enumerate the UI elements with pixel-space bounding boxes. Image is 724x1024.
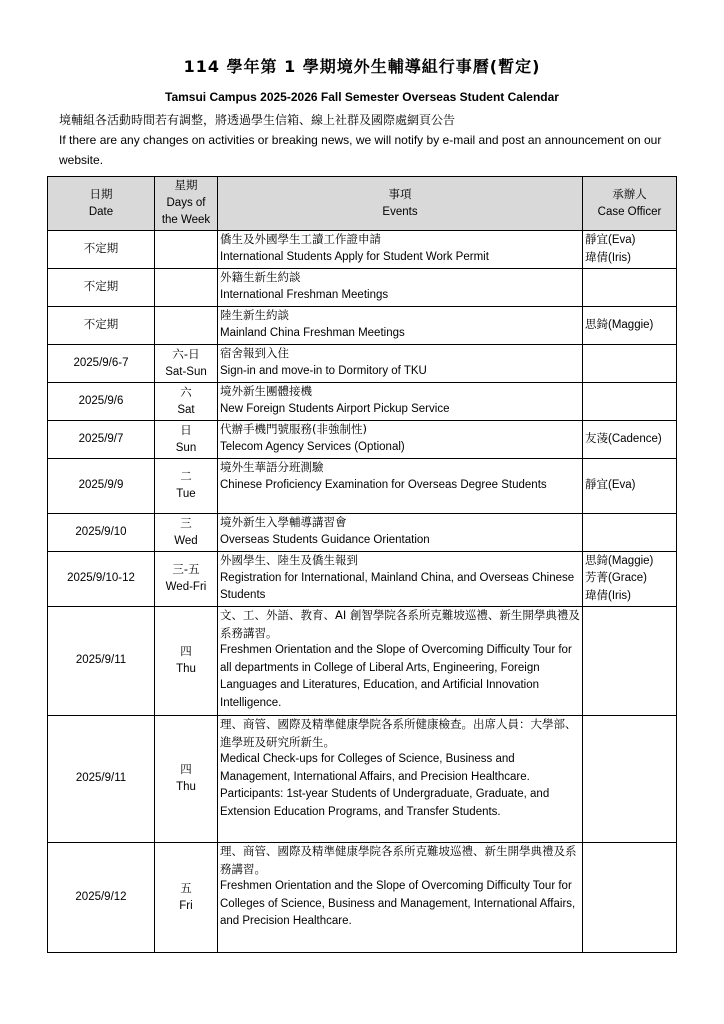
table-row — [48, 716, 677, 843]
row-event — [218, 269, 583, 307]
row-event-en: Telecom Agency Services (Optional) — [220, 440, 405, 453]
row-event — [218, 459, 583, 514]
row-event-cn: 文、工、外語、教育、AI 創智學院各系所克難坡巡禮、新生開學典禮及系務講習。 — [220, 608, 580, 640]
header-date-cn: 日期 — [89, 186, 113, 201]
officer-name: 瑋倩(Iris) — [585, 251, 631, 264]
row-day-cn: 二 — [180, 469, 192, 484]
table-row — [48, 421, 677, 459]
row-day-cn: 五 — [180, 880, 192, 895]
row-date: 不定期 — [48, 307, 155, 345]
row-day-of-week — [155, 231, 218, 269]
row-day-en: Sat-Sun — [165, 365, 207, 378]
header-events — [218, 177, 583, 231]
header-date — [48, 177, 155, 231]
row-event — [218, 552, 583, 607]
header-officer-en: Case Officer — [597, 205, 662, 218]
row-day-of-week — [155, 383, 218, 421]
row-case-officer — [583, 231, 677, 269]
officer-name: 思錡(Maggie) — [585, 318, 654, 331]
row-date: 2025/9/11 — [48, 716, 155, 843]
row-event — [218, 231, 583, 269]
row-day-cn: 四 — [180, 762, 192, 777]
table-row — [48, 269, 677, 307]
row-event — [218, 383, 583, 421]
row-event-en: Sign-in and move-in to Dormitory of TKU — [220, 364, 427, 377]
row-day-en: Thu — [176, 663, 196, 675]
row-day-cn: 四 — [180, 644, 192, 659]
row-event-en: International Students Apply for Student Work Permit — [220, 250, 489, 263]
row-day-en: Sun — [175, 441, 197, 454]
row-day-cn: 六 — [180, 384, 192, 399]
row-date: 不定期 — [48, 269, 155, 307]
header-officer-cn: 承辦人 — [612, 186, 647, 201]
table-header-row — [48, 177, 677, 231]
header-events-cn: 事項 — [388, 186, 412, 201]
officer-name: 瑋倩(Iris) — [585, 589, 631, 602]
row-day-of-week — [155, 607, 218, 716]
row-day-of-week — [155, 421, 218, 459]
table-row — [48, 383, 677, 421]
table-row — [48, 345, 677, 383]
table-row — [48, 514, 677, 552]
row-case-officer — [583, 459, 677, 514]
row-event-en: Registration for International, Mainland China, and Overseas Chinese Students — [220, 571, 575, 602]
officer-name: 靜宜(Eva) — [585, 233, 636, 246]
row-day-en: Thu — [176, 781, 196, 793]
row-event — [218, 843, 583, 953]
table-row — [48, 307, 677, 345]
row-case-officer — [583, 552, 677, 607]
row-event-en: Overseas Students Guidance Orientation — [220, 533, 430, 546]
row-event-cn: 境外生華語分班測驗 — [220, 460, 324, 474]
row-day-en: Tue — [176, 488, 196, 500]
row-case-officer — [583, 514, 677, 552]
row-event-en: Medical Check-ups for Colleges of Science, Business and Management, International Affairs, and Precision Healthcare. Participants: 1st-year Students of Undergraduate, Graduate, and Extension Education Programs, and Transfer Students. — [220, 753, 550, 818]
row-date: 2025/9/9 — [48, 459, 155, 514]
table-row — [48, 231, 677, 269]
row-date: 2025/9/11 — [48, 607, 155, 716]
header-date-en: Date — [88, 205, 114, 218]
row-day-en: Wed-Fri — [165, 581, 207, 593]
row-date: 2025/9/6-7 — [48, 345, 155, 383]
row-event-cn: 理、商管、國際及精準健康學院各系所健康檢查。出席人員：大學部、進學班及研究所新生。 — [220, 717, 577, 749]
row-case-officer — [583, 345, 677, 383]
row-date: 2025/9/10 — [48, 514, 155, 552]
row-event-cn: 代辦手機門號服務(非強制性) — [220, 422, 367, 436]
row-event-cn: 理、商管、國際及精準健康學院各系所克難坡巡禮、新生開學典禮及系務講習。 — [220, 844, 577, 876]
row-event — [218, 607, 583, 716]
row-event-cn: 僑生及外國學生工讀工作證申請 — [220, 232, 381, 246]
row-day-cn: 三-五 — [172, 562, 200, 577]
row-event-en: Freshmen Orientation and the Slope of Overcoming Difficulty Tour for Colleges of Science, Business and Management, International Affairs, and Precision Healthcare. — [220, 880, 576, 928]
officer-name: 靜宜(Eva) — [585, 479, 636, 492]
row-event-cn: 境外新生團體接機 — [220, 384, 312, 398]
row-event-en: International Freshman Meetings — [220, 288, 389, 301]
row-event — [218, 716, 583, 843]
row-day-of-week — [155, 552, 218, 607]
header-officer — [583, 177, 677, 231]
row-day-cn: 日 — [180, 422, 192, 437]
row-case-officer — [583, 307, 677, 345]
row-event-en: Freshmen Orientation and the Slope of Overcoming Difficulty Tour for all departments in College of Liberal Arts, Engineering, Foreign Languages and Literatures, Education, and Artificial Innovation Intelligence. — [220, 644, 572, 709]
table-row — [48, 552, 677, 607]
row-case-officer — [583, 716, 677, 843]
row-event — [218, 421, 583, 459]
row-case-officer — [583, 383, 677, 421]
notice-english: If there are any changes on activities or breaking news, we will notify by e-mail and post an announcement on our website. — [59, 133, 662, 167]
table-row — [48, 459, 677, 514]
notice-chinese: 境輔組各活動時間若有調整，將透過學生信箱、線上社群及國際處網頁公告 — [59, 113, 456, 127]
row-day-of-week — [155, 716, 218, 843]
table-row — [48, 607, 677, 716]
row-event-cn: 外國學生、陸生及僑生報到 — [220, 553, 358, 567]
row-event-en: New Foreign Students Airport Pickup Service — [220, 402, 450, 415]
row-case-officer — [583, 843, 677, 953]
row-date: 2025/9/12 — [48, 843, 155, 953]
officer-name: 思錡(Maggie) — [585, 554, 654, 567]
row-day-of-week — [155, 514, 218, 552]
row-event-cn: 外籍生新生約談 — [220, 270, 301, 284]
row-event — [218, 307, 583, 345]
row-date: 2025/9/7 — [48, 421, 155, 459]
row-event-en: Chinese Proficiency Examination for Overseas Degree Students — [220, 478, 547, 491]
row-day-of-week — [155, 843, 218, 953]
row-day-of-week — [155, 269, 218, 307]
row-event-cn: 陸生新生約談 — [220, 308, 289, 322]
row-day-of-week — [155, 307, 218, 345]
row-date: 不定期 — [48, 231, 155, 269]
row-day-cn: 三 — [180, 515, 192, 530]
row-day-en: Fri — [179, 899, 193, 912]
row-case-officer — [583, 269, 677, 307]
officer-name: 芳菁(Grace) — [585, 572, 647, 585]
row-event — [218, 514, 583, 552]
row-case-officer — [583, 607, 677, 716]
row-event-cn: 宿舍報到入住 — [220, 346, 289, 360]
table-row — [48, 843, 677, 953]
row-event-cn: 境外新生入學輔導講習會 — [220, 515, 347, 529]
row-day-of-week — [155, 345, 218, 383]
header-day-en: Days of the Week — [161, 196, 211, 227]
row-day-en: Sat — [177, 403, 195, 416]
page-subtitle: Tamsui Campus 2025-2026 Fall Semester Overseas Student Calendar — [165, 90, 559, 104]
row-date: 2025/9/10-12 — [48, 552, 155, 607]
header-day — [155, 177, 218, 231]
officer-name: 友蓤(Cadence) — [585, 432, 662, 445]
row-event — [218, 345, 583, 383]
page-title: 114 學年第 1 學期境外生輔導組行事曆(暫定) — [183, 57, 541, 76]
calendar-table — [47, 176, 677, 953]
header-events-en: Events — [382, 205, 418, 218]
row-day-of-week — [155, 459, 218, 514]
row-day-en: Wed — [174, 534, 198, 547]
row-day-cn: 六-日 — [172, 346, 200, 361]
row-date: 2025/9/6 — [48, 383, 155, 421]
header-day-cn: 星期 — [174, 178, 198, 193]
row-event-en: Mainland China Freshman Meetings — [220, 326, 405, 339]
row-case-officer — [583, 421, 677, 459]
